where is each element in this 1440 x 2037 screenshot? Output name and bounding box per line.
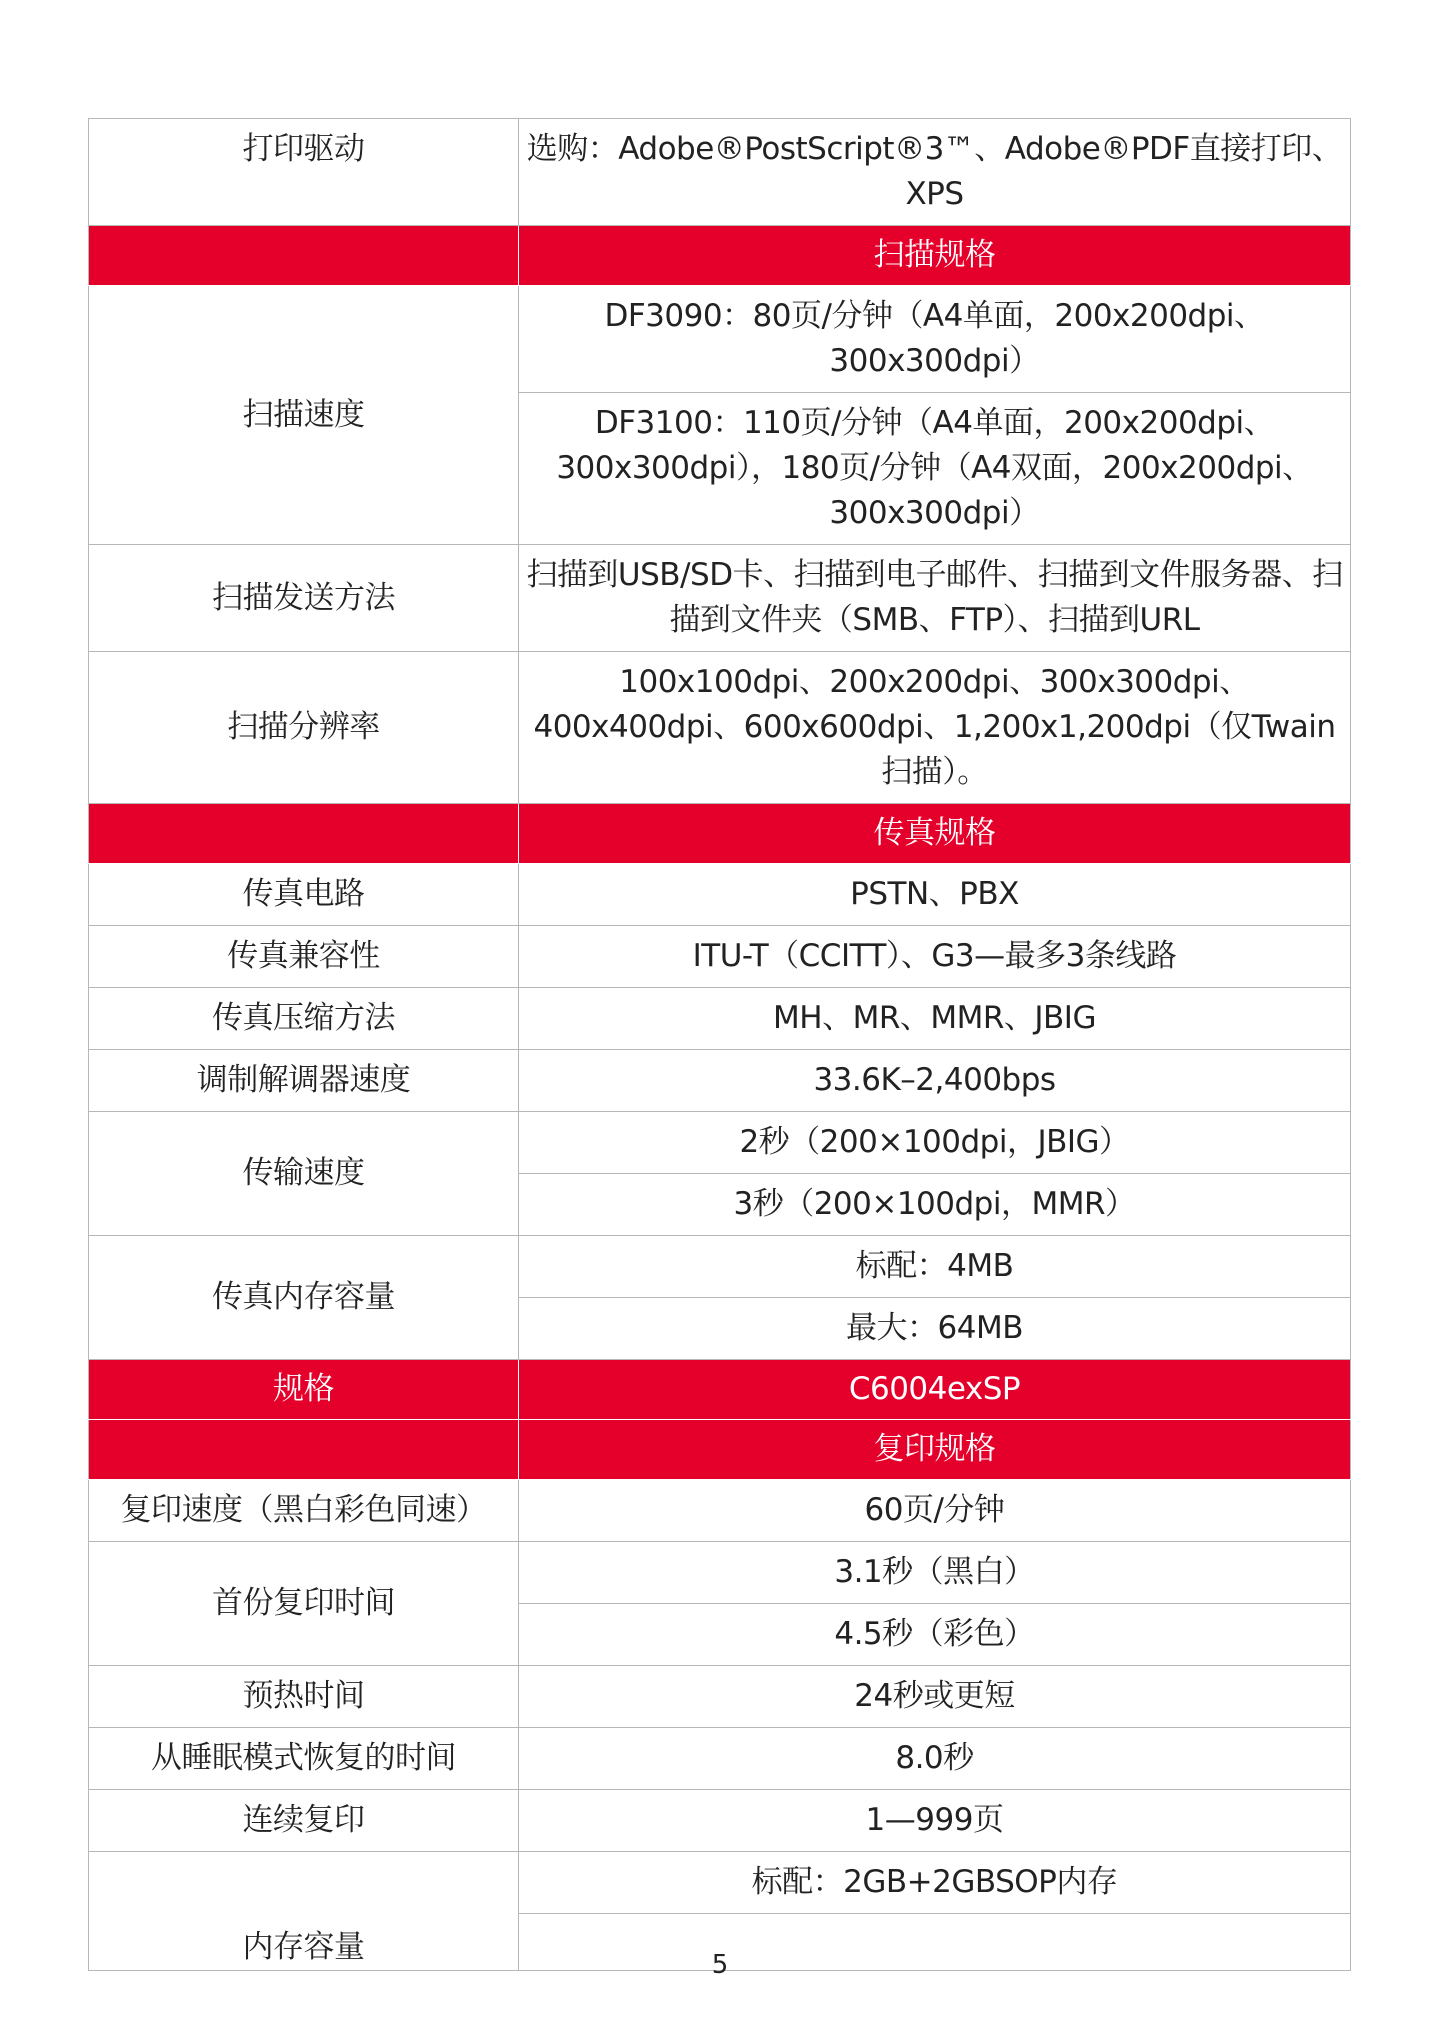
first-copy-value-2: 4.5秒（彩色） [519,1604,1351,1666]
fax-compression-label: 传真压缩方法 [89,988,519,1050]
scan-resolution-label: 扫描分辨率 [89,652,519,804]
fax-transmit-label: 传输速度 [89,1112,519,1236]
fax-section-title: 传真规格 [519,804,1351,864]
table-row-fax-compat [89,926,1351,988]
fax-memory-value-2: 最大：64MB [519,1298,1351,1360]
page-number: 5 [711,1950,729,1980]
copy-speed-label: 复印速度（黑白彩色同速） [89,1480,519,1542]
scan-section-title: 扫描规格 [519,226,1351,286]
fax-modem-value: 33.6K–2,400bps [519,1050,1351,1112]
fax-transmit-value-1: 2秒（200×100dpi，JBIG） [519,1112,1351,1174]
fax-compression-value: MH、MR、MMR、JBIG [519,988,1351,1050]
copy-memory-value: 标配：2GB+2GBSOP内存 [519,1852,1351,1914]
copy-memory-label: 内存容量 [89,1852,519,1971]
fax-circuit-label: 传真电路 [89,864,519,926]
fax-compat-value: ITU-T（CCITT）、G3—最多3条线路 [519,926,1351,988]
scan-speed-label: 扫描速度 [89,286,519,545]
table-row-print-driver [89,119,1351,226]
sleep-recovery-value: 8.0秒 [519,1728,1351,1790]
table-row-scan-send [89,545,1351,652]
fax-memory-label: 传真内存容量 [89,1236,519,1360]
print-driver-label: 打印驱动 [89,119,519,226]
scan-speed-value-1: DF3090：80页/分钟（A4单面，200x200dpi、300x300dpi） [519,286,1351,393]
table-row-fax-transmit [89,1112,1351,1174]
continuous-label: 连续复印 [89,1790,519,1852]
scan-speed-value-2: DF3100：110页/分钟（A4单面，200x200dpi、300x300dpi），180页/分钟（A4双面，200x200dpi、300x300dpi） [519,393,1351,545]
copy-speed-value: 60页/分钟 [519,1480,1351,1542]
fax-circuit-value: PSTN、PBX [519,864,1351,926]
table-row-scan-resolution [89,652,1351,804]
fax-transmit-value-2: 3秒（200×100dpi，MMR） [519,1174,1351,1236]
copy-section-title: 复印规格 [519,1420,1351,1480]
table-row-sleep-recovery [89,1728,1351,1790]
table-row-warmup [89,1666,1351,1728]
table-row-fax-circuit [89,864,1351,926]
model-header-label: 规格 [89,1360,519,1420]
fax-modem-label: 调制解调器速度 [89,1050,519,1112]
sleep-recovery-label: 从睡眠模式恢复的时间 [89,1728,519,1790]
table-row-fax-compression [89,988,1351,1050]
scan-send-label: 扫描发送方法 [89,545,519,652]
warmup-label: 预热时间 [89,1666,519,1728]
table-row-copy-memory [89,1852,1351,1914]
table-row-fax-modem [89,1050,1351,1112]
table-row-continuous [89,1790,1351,1852]
print-driver-value: 选购：Adobe®PostScript®3™、Adobe®PDF直接打印、XPS [519,119,1351,226]
continuous-value: 1—999页 [519,1790,1351,1852]
fax-section-header [89,804,1351,864]
model-header-value: C6004exSP [519,1360,1351,1420]
fax-memory-value-1: 标配：4MB [519,1236,1351,1298]
table-row-first-copy [89,1542,1351,1604]
spec-table [88,118,1351,1971]
table-row-fax-memory [89,1236,1351,1298]
fax-compat-label: 传真兼容性 [89,926,519,988]
warmup-value: 24秒或更短 [519,1666,1351,1728]
scan-send-value: 扫描到USB/SD卡、扫描到电子邮件、扫描到文件服务器、扫描到文件夹（SMB、FTP）、扫描到URL [519,545,1351,652]
first-copy-value-1: 3.1秒（黑白） [519,1542,1351,1604]
model-header [89,1360,1351,1420]
copy-section-header [89,1420,1351,1480]
table-row-scan-speed [89,286,1351,393]
first-copy-label: 首份复印时间 [89,1542,519,1666]
spec-sheet [88,131,1350,1965]
table-row-copy-speed [89,1480,1351,1542]
scan-section-header [89,226,1351,286]
scan-resolution-value: 100x100dpi、200x200dpi、300x300dpi、400x400dpi、600x600dpi、1,200x1,200dpi（仅Twain扫描）。 [519,652,1351,804]
